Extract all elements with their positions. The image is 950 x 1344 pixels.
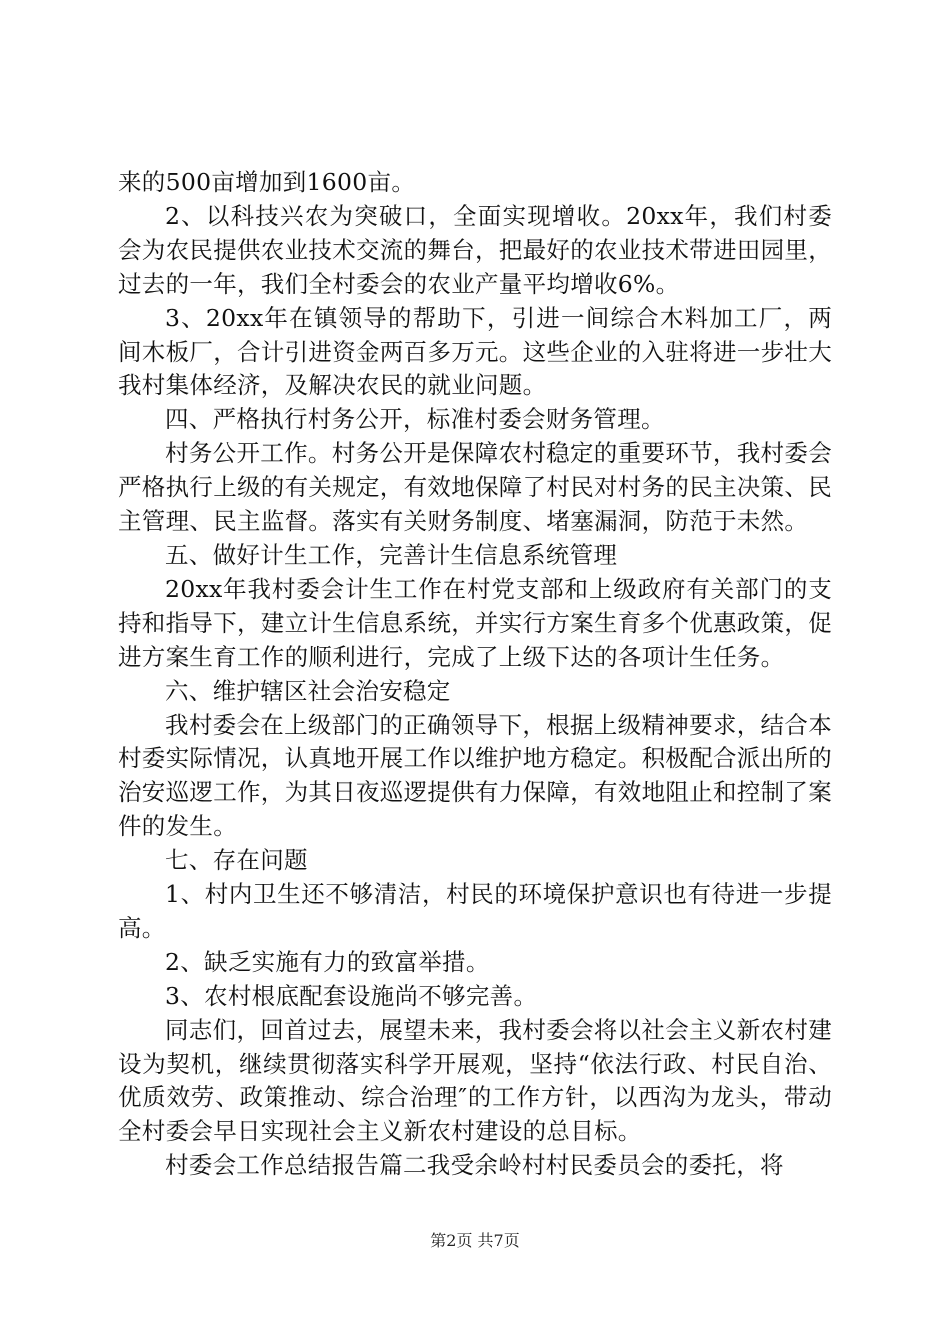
paragraph-investment: 3、20xx年在镇领导的帮助下，引进一间综合木料加工厂，两间木板厂，合计引进资金两百多万元。这些企业的入驻将进一步壮大我村集体经济，及解决农民的就业问题。 — [118, 303, 832, 400]
problem-item-1: 1、村内卫生还不够清洁，村民的环境保护意识也有待进一步提高。 — [118, 880, 832, 942]
section-heading-4: 四、严格执行村务公开，标准村委会财务管理。 — [165, 405, 665, 434]
section-heading-7: 七、存在问题 — [165, 846, 308, 875]
paragraph-conclusion: 同志们，回首过去，展望未来，我村委会将以社会主义新农村建设为契机，继续贯彻落实科学开展观，坚持“依法行政、村民自治、优质效劳、政策推动、综合治理″的工作方针，以西沟为龙头，带动全村委会早日实现社会主义新农村建设的总目标。 — [118, 1015, 832, 1146]
document-body — [118, 166, 832, 1183]
problem-item-2: 2、缺乏实施有力的致富举措。 — [165, 947, 490, 976]
page-number-footer: 第2页 共7页 — [430, 1231, 520, 1250]
paragraph-report-two-start: 村委会工作总结报告篇二我受余岭村村民委员会的委托，将 — [165, 1151, 784, 1180]
paragraph-family-planning: 20xx年我村委会计生工作在村党支部和上级政府有关部门的支持和指导下，建立计生信息系统，并实行方案生育多个优惠政策，促进方案生育工作的顺利进行，完成了上级下达的各项计生任务。 — [118, 574, 832, 671]
paragraph-continuation: 来的500亩增加到1600亩。 — [118, 168, 416, 196]
paragraph-village-affairs: 村务公开工作。村务公开是保障农村稳定的重要环节，我村委会严格执行上级的有关规定，有效地保障了村民对村务的民主决策、民主管理、民主监督。落实有关财务制度、堵塞漏洞，防范于未然。 — [118, 439, 832, 536]
paragraph-tech-agriculture: 2、以科技兴农为突破口，全面实现增收。20xx年，我们村委会为农民提供农业技术交流的舞台，把最好的农业技术带进田园里，过去的一年，我们全村委会的农业产量平均增收6%。 — [118, 201, 832, 298]
section-heading-6: 六、维护辖区社会治安稳定 — [165, 676, 451, 705]
section-heading-5: 五、做好计生工作，完善计生信息系统管理 — [165, 540, 618, 569]
problem-item-3: 3、农村根底配套设施尚不够完善。 — [165, 981, 538, 1010]
paragraph-public-security: 我村委会在上级部门的正确领导下，根据上级精神要求，结合本村委实际情况，认真地开展工作以维护地方稳定。积极配合派出所的治安巡逻工作，为其日夜巡逻提供有力保障，有效地阻止和控制了案件的发生。 — [118, 710, 832, 841]
